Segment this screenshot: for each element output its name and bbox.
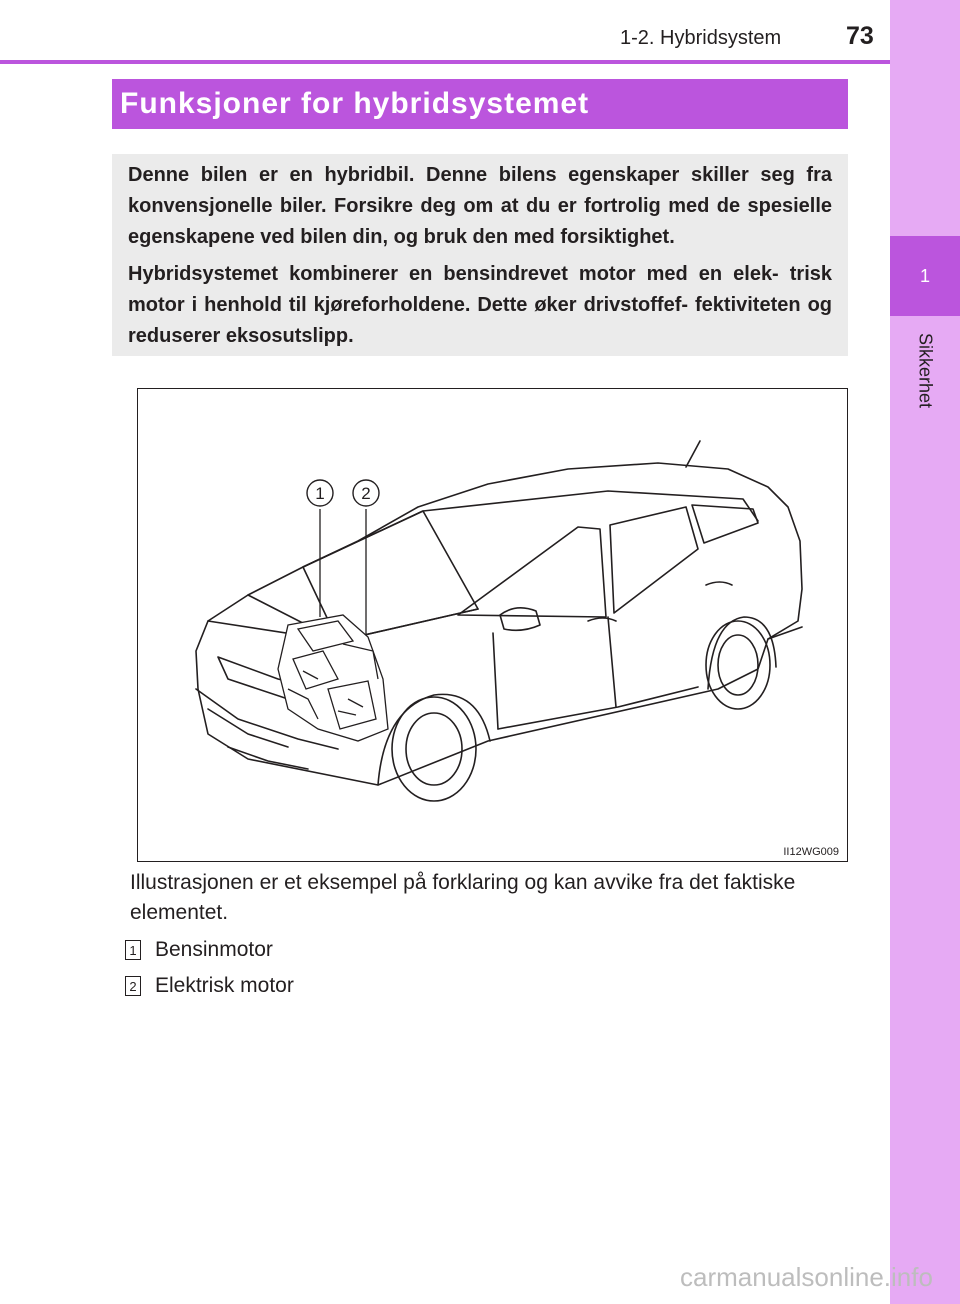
callout-1-label: 1 xyxy=(315,484,325,503)
intro-paragraph-1: Denne bilen er en hybridbil. Denne bilens egenskaper skiller seg fra konvensjonelle biler. Forsikre deg om at du er fortrolig med de spesielle egenskapene ved bilen din, og bruk den med forsiktighet. xyxy=(128,164,832,248)
legend-number-2: 2 xyxy=(125,976,141,996)
chapter-side-tab xyxy=(890,0,960,1304)
header-rule xyxy=(0,60,890,64)
section-title: Funksjoner for hybridsystemet xyxy=(120,87,590,120)
figure-code: II12WG009 xyxy=(783,846,839,858)
legend-item-1 xyxy=(125,936,273,964)
chapter-number-box xyxy=(890,236,960,316)
chapter-number: 1 xyxy=(919,265,930,286)
section-title-bar xyxy=(112,79,848,129)
callout-2-label: 2 xyxy=(361,484,371,503)
intro-box xyxy=(112,154,848,356)
legend-item-2 xyxy=(125,972,294,1000)
car-drawing xyxy=(138,389,847,861)
header-section-title: 1-2. Hybridsystem xyxy=(620,27,782,49)
figure-caption: Illustrasjonen er et eksempel på forklaring og kan avvike fra det faktiske elementet. xyxy=(130,871,796,924)
chapter-label: Sikkerhet xyxy=(915,333,936,409)
antenna xyxy=(686,441,700,467)
side-mirror xyxy=(500,608,540,631)
chapter-label-wrap xyxy=(890,326,960,416)
intro-paragraph-2: Hybridsystemet kombinerer en bensindrevet motor med en elek- trisk motor i henhold til kjøreforholdene. Dette øker drivstoffef- fektiviteten og reduserer eksosutslipp. xyxy=(128,263,832,347)
legend-label-1: Bensinmotor xyxy=(155,938,273,961)
legend-number-1: 1 xyxy=(125,940,141,960)
car-illustration xyxy=(137,388,848,862)
page-number: 73 xyxy=(846,22,874,50)
car-body-outline xyxy=(196,463,802,785)
legend-label-2: Elektrisk motor xyxy=(155,974,294,997)
watermark: carmanualsonline.info xyxy=(680,1262,933,1292)
